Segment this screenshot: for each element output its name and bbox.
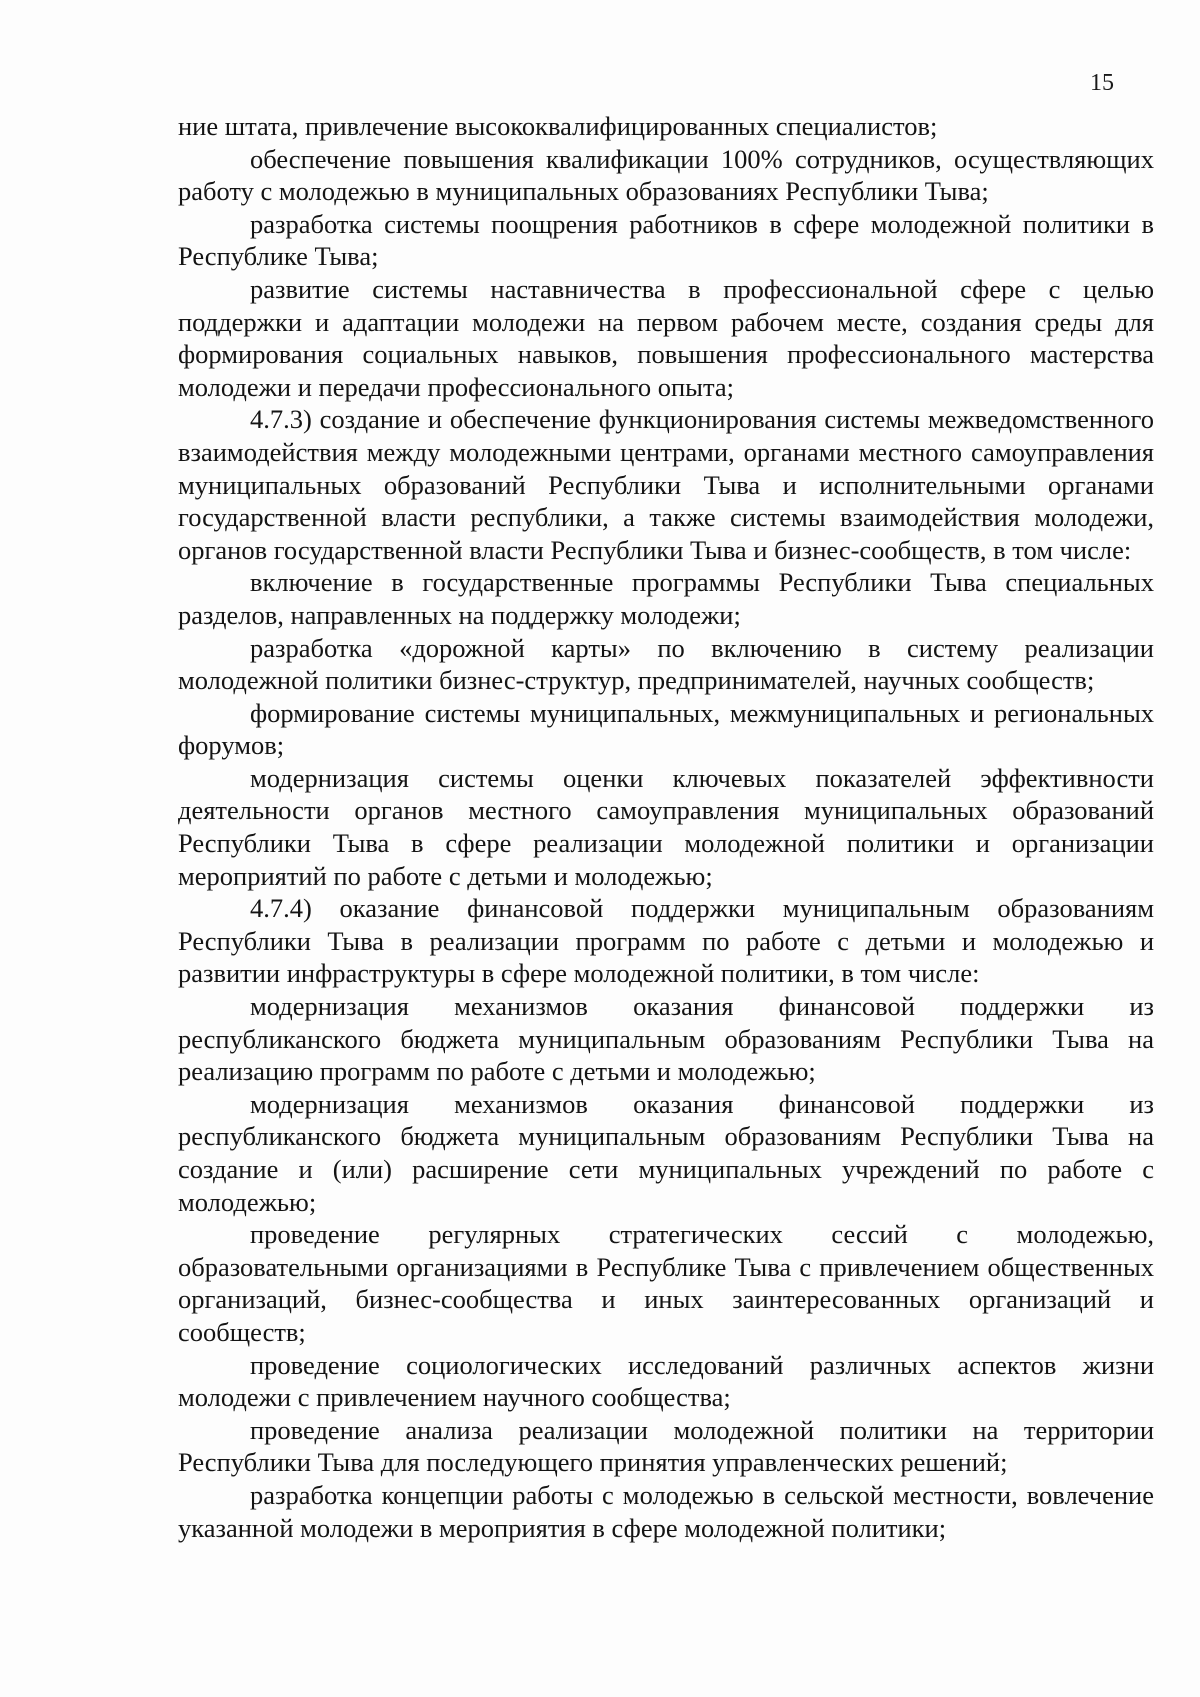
paragraph: модернизация системы оценки ключевых показателей эффективности деятельности органов местного самоуправления муниципальных образований Республики Тыва в сфере реализации молодежной политики и организации мероприятий по работе с детьми и молодежью; (178, 762, 1154, 891)
paragraph: включение в государственные программы Республики Тыва специальных разделов, направленных на поддержку молодежи; (178, 567, 1154, 630)
document-body (178, 110, 1154, 1544)
paragraph: формирование системы муниципальных, межмуниципальных и региональных форумов; (178, 697, 1154, 761)
paragraph: развитие системы наставничества в профессиональной сфере с целью поддержки и адаптации молодежи на первом рабочем месте, создания среды для формирования социальных навыков, повышения профессионального мастерства молодежи и передачи профессионального опыта; (178, 273, 1154, 402)
paragraph: проведение социологических исследований различных аспектов жизни молодежи с привлечением научного сообщества; (178, 1349, 1154, 1413)
paragraph: проведение анализа реализации молодежной политики на территории Республики Тыва для последующего принятия управленческих решений; (178, 1414, 1154, 1478)
paragraph: разработка системы поощрения работников в сфере молодежной политики в Республике Тыва; (178, 208, 1154, 272)
paragraph: модернизация механизмов оказания финансовой поддержки из республиканского бюджета муниципальным образованиям Республики Тыва на реализацию программ по работе с детьми и молодежью; (178, 991, 1154, 1087)
paragraph: 4.7.3) создание и обеспечение функционирования системы межведомственного взаимодействия между молодежными центрами, органами местного самоуправления муниципальных образований Республики Тыва и исполнительными органами государственной власти республики, а также системы взаимодействия молодежи, органов государственной власти Республики Тыва и бизнес-сообществ, в том числе: (178, 404, 1154, 565)
paragraph: проведение регулярных стратегических сессий с молодежью, образовательными организациями в Республике Тыва с привлечением общественных организаций, бизнес-сообщества и иных заинтересованных организаций и сообществ; (178, 1219, 1154, 1347)
paragraph: обеспечение повышения квалификации 100% сотрудников, осуществляющих работу с молодежью в муниципальных образованиях Республики Тыва; (178, 143, 1154, 207)
paragraph: ние штата, привлечение высококвалифицированных специалистов; (178, 111, 938, 141)
paragraph: модернизация механизмов оказания финансовой поддержки из республиканского бюджета муниципальным образованиям Республики Тыва на создание и (или) расширение сети муниципальных учреждений по работе с молодежью; (178, 1088, 1154, 1217)
paragraph: разработка концепции работы с молодежью в сельской местности, вовлечение указанной молодежи в мероприятия в сфере молодежной политики; (178, 1479, 1154, 1543)
page-number: 15 (1090, 70, 1114, 96)
paragraph: разработка «дорожной карты» по включению в систему реализации молодежной политики бизнес-структур, предпринимателей, научных сообществ; (178, 632, 1154, 696)
paragraph: 4.7.4) оказание финансовой поддержки муниципальным образованиям Республики Тыва в реализации программ по работе с детьми и молодежью и развитии инфраструктуры в сфере молодежной политики, в том числе: (178, 893, 1154, 989)
